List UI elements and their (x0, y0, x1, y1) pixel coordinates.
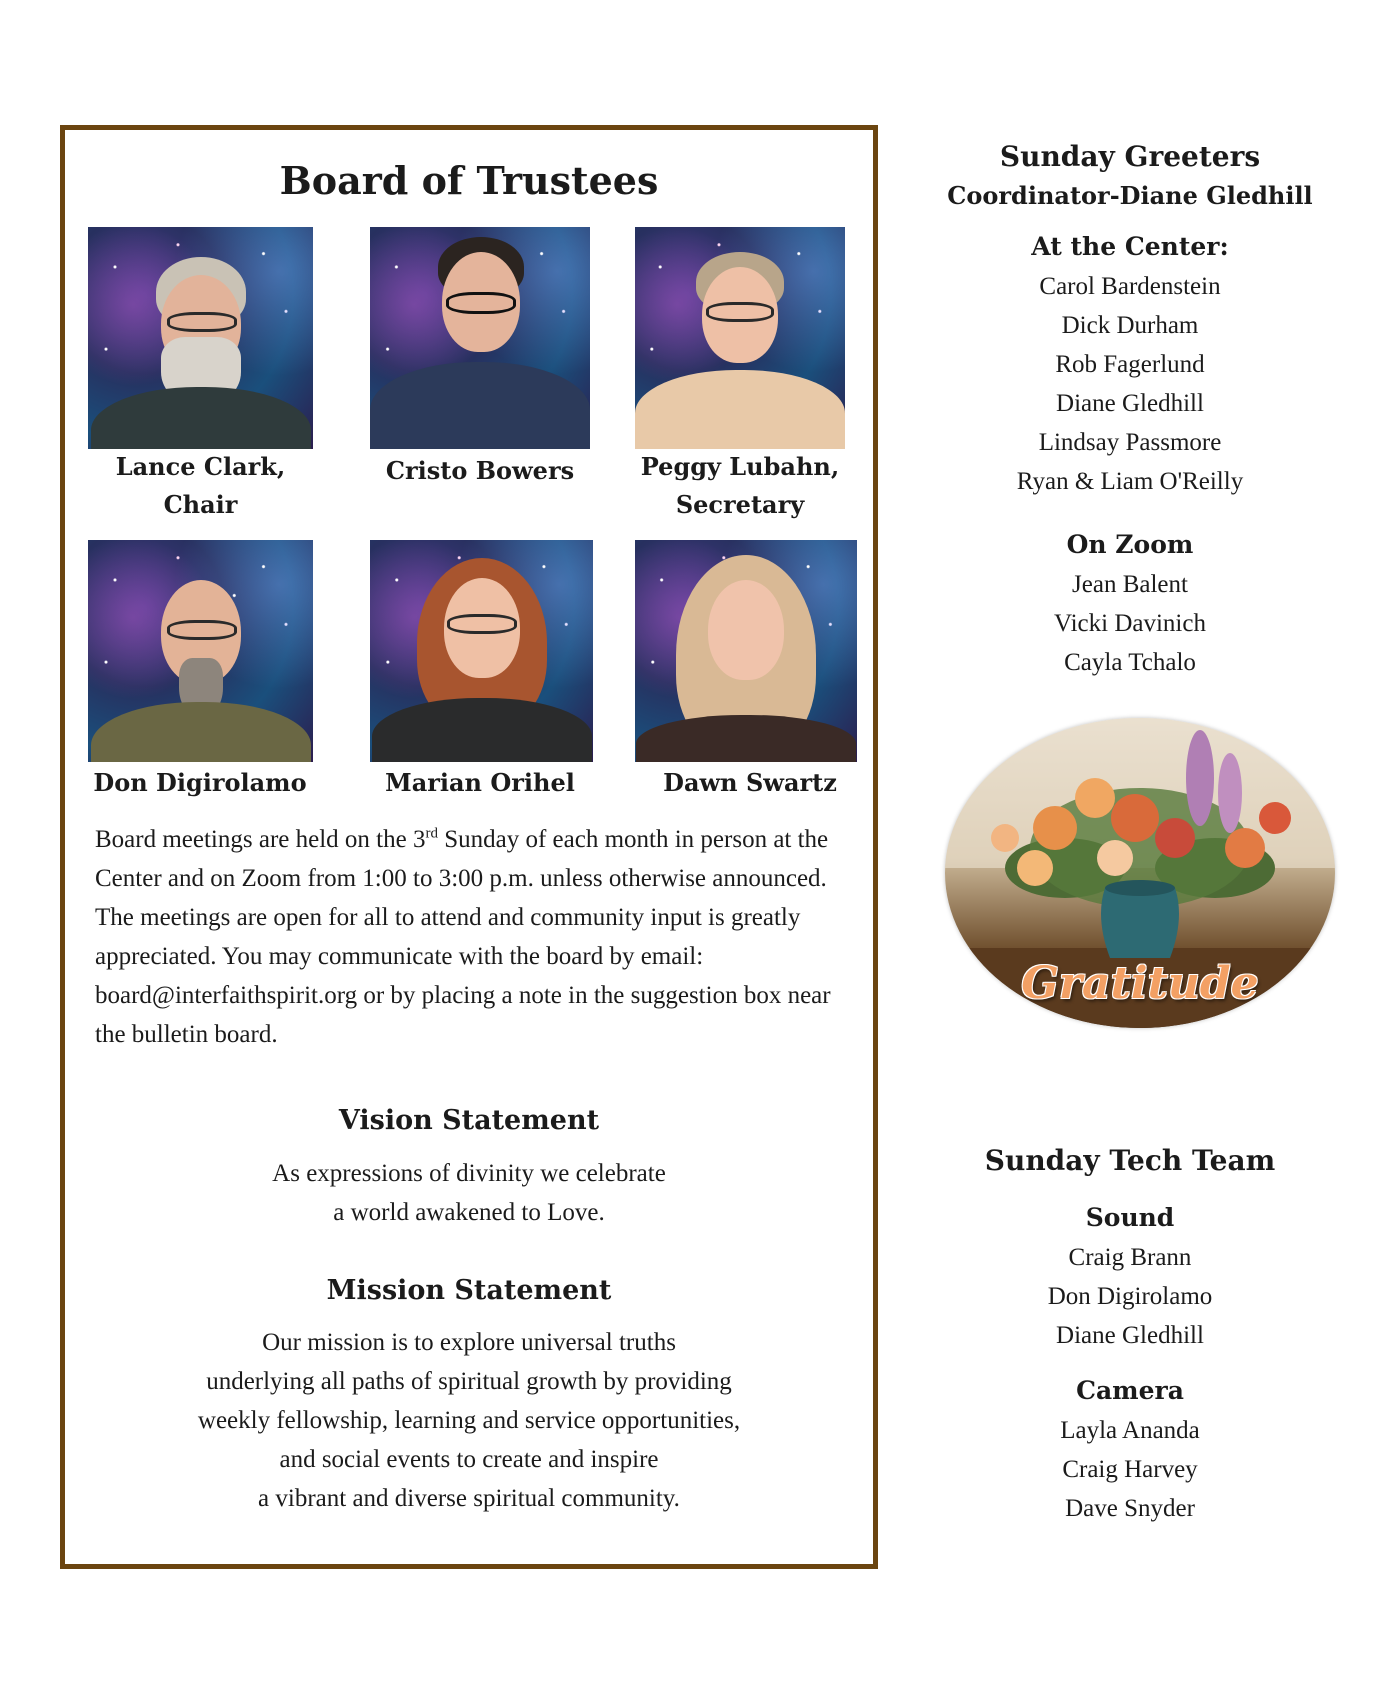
gratitude-flower-image (945, 718, 1335, 1028)
list-item: Jean Balent (1072, 571, 1188, 598)
list-item: Carol Bardenstein (1039, 273, 1221, 300)
list-item: Lindsay Passmore (1038, 429, 1222, 456)
member-name-cristo-bowers: Cristo Bowers (385, 456, 575, 485)
gratitude-caption: Gratitude (1021, 958, 1259, 1009)
member-name-peggy-lubahn: Peggy Lubahn, Secretary (640, 452, 840, 519)
board-title: Board of Trustees (279, 158, 659, 203)
member-name-lance-clark: Lance Clark, Chair (115, 452, 286, 519)
list-item: Don Digirolamo (1047, 1283, 1213, 1310)
list-item: Ryan & Liam O'Reilly (1016, 468, 1244, 495)
list-item: Rob Fagerlund (1055, 351, 1205, 378)
member-name-don-digirolamo: Don Digirolamo (93, 768, 307, 797)
board-meetings-paragraph: Board meetings are held on the 3rd Sunday of each month in person at the Center and on Zoom from 1:00 to 3:00 p.m. unless otherwise announced. The meetings are open for all to attend and community input is greatly appreciated. You may communicate with the board by email: board@interfaithspirit.org or by placing a note in the suggestion box near the bulletin board. (95, 825, 831, 1048)
list-item: Dave Snyder (1065, 1495, 1195, 1522)
list-item: Cayla Tchalo (1064, 649, 1196, 676)
at-center-list (930, 267, 1330, 501)
sunday-tech-team-section (930, 1141, 1330, 1528)
tech-team-title: Sunday Tech Team (984, 1144, 1276, 1177)
photo-peggy-lubahn (635, 227, 845, 449)
on-zoom-heading: On Zoom (1066, 530, 1194, 559)
list-item: Craig Brann (1068, 1244, 1192, 1271)
vision-text: As expressions of divinity we celebrate a world awakened to Love. (272, 1160, 666, 1226)
at-center-heading: At the Center: (1031, 232, 1229, 261)
greeters-coordinator: Coordinator-Diane Gledhill (947, 181, 1313, 210)
member-name-dawn-swartz: Dawn Swartz (663, 768, 837, 797)
sound-list (930, 1238, 1330, 1355)
list-item: Dick Durham (1061, 312, 1199, 339)
sound-heading: Sound (1085, 1203, 1175, 1232)
on-zoom-list (930, 565, 1330, 682)
list-item: Layla Ananda (1060, 1417, 1200, 1444)
photo-lance-clark (88, 227, 313, 449)
list-item: Diane Gledhill (1056, 390, 1204, 417)
camera-heading: Camera (1076, 1376, 1184, 1405)
vision-heading: Vision Statement (338, 1105, 600, 1136)
mission-text: Our mission is to explore universal truths underlying all paths of spiritual growth by providing weekly fellowship, learning and service opportunities, and social events to create and inspire a vibrant and diverse spiritual community. (197, 1329, 741, 1512)
photo-don-digirolamo (88, 540, 313, 762)
list-item: Vicki Davinich (1054, 610, 1206, 637)
mission-heading: Mission Statement (326, 1275, 612, 1306)
camera-list (930, 1411, 1330, 1528)
greeters-title: Sunday Greeters (999, 140, 1261, 173)
list-item: Diane Gledhill (1056, 1322, 1204, 1349)
photo-marian-orihel (370, 540, 593, 762)
sunday-greeters-section (930, 137, 1330, 682)
member-name-marian-orihel: Marian Orihel (385, 768, 575, 797)
list-item: Craig Harvey (1062, 1456, 1198, 1483)
board-of-trustees-panel (60, 125, 878, 1569)
photo-dawn-swartz (635, 540, 857, 762)
photo-cristo-bowers (370, 227, 590, 449)
